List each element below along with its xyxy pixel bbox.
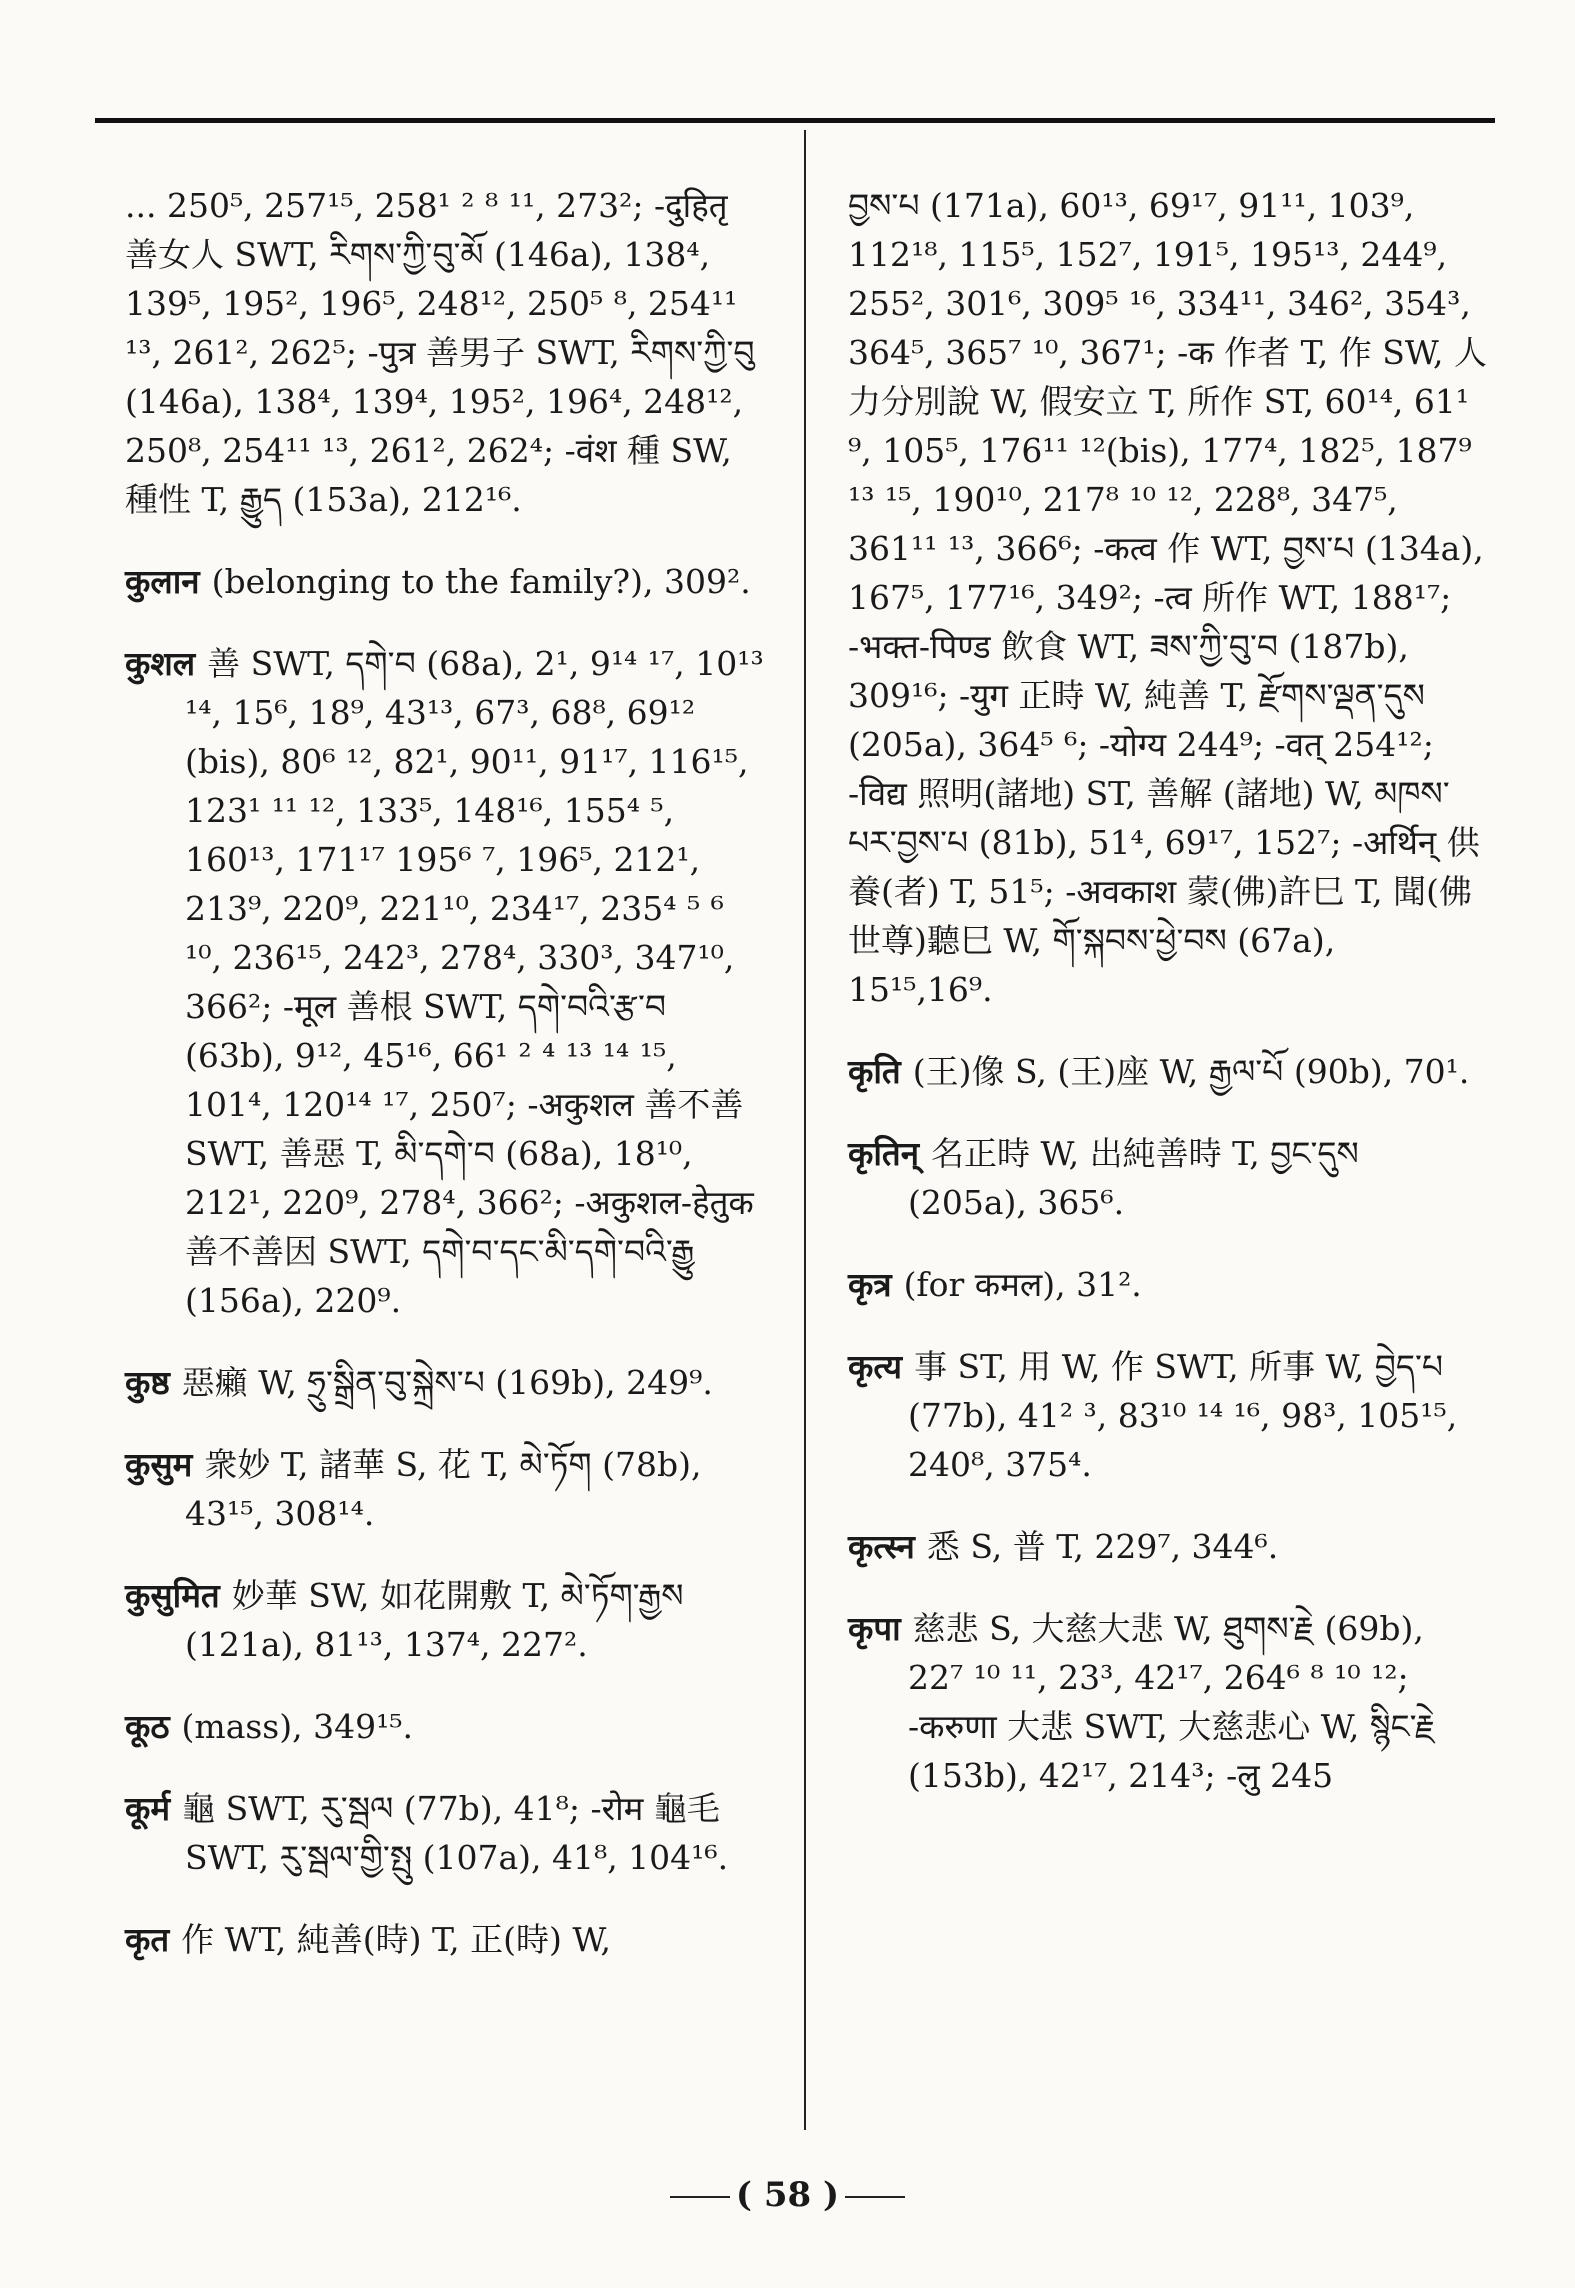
headword: कृपा [848,1609,901,1648]
entry-text: (for कमल), 31². [903,1265,1142,1304]
page-footer [0,2175,1575,2215]
page-number: 58 [763,2175,812,2215]
footer-close-paren: ) [823,2175,840,2215]
entry-text: 作 WT, 純善(時) T, 正(時) W, [181,1920,611,1959]
dictionary-entry [848,1342,1488,1489]
right-column [848,148,1488,1816]
entry-text: 善 SWT, དགེ་བ (68a), 2¹, 9¹⁴ ¹⁷, 10¹³ ¹⁴, 15⁶, 18⁹, 43¹³, 67³, 68⁸, 69¹² (bis), 80⁶ ¹², 82¹, 90¹¹, 91¹⁷, 116¹⁵, 123¹ ¹¹ ¹², 133⁵, 148¹⁶, 155⁴ ⁵, 160¹³, 171¹⁷ 195⁶ ⁷, 196⁵, 212¹, 213⁹, 220⁹, 221¹⁰, 234¹⁷, 235⁴ ⁵ ⁶ ¹⁰, 236¹⁵, 242³, 278⁴, 330³, 347¹⁰, 366²; -मूल 善根 SWT, དགེ་བའི་རྩ་བ (63b), 9¹², 45¹⁶, 66¹ ² ⁴ ¹³ ¹⁴ ¹⁵, 101⁴, 120¹⁴ ¹⁷, 250⁷; -अकुशल 善不善 SWT, 善惡 T, མི་དགེ་བ (68a), 18¹⁰, 212¹, 220⁹, 278⁴, 366²; -अकुशल-हेतुक 善不善因 SWT, དགེ་བ་དང་མི་དགེ་བའི་རྒྱུ (156a), 220⁹. [185,644,764,1320]
entry-text: 事 ST, 用 W, 作 SWT, 所事 W, བྱེད་པ (77b), 41² ³, 83¹⁰ ¹⁴ ¹⁶, 98³, 105¹⁵, 240⁸, 375⁴. [908,1347,1458,1484]
dictionary-entry [125,1358,770,1407]
dictionary-entry [125,1440,770,1538]
headword: कृत [125,1920,170,1959]
headword: कृति [848,1052,901,1091]
dictionary-entry [125,1702,770,1751]
entry-text: 妙華 SW, 如花開敷 T, མེ་ཏོག་རྒྱས (121a), 81¹³, 137⁴, 227². [185,1576,684,1664]
headword: कूठ [125,1707,170,1746]
entry-text: 悉 S, 普 T, 229⁷, 344⁶. [926,1527,1279,1566]
headword: कृत्स्न [848,1527,915,1566]
top-rule [95,118,1495,123]
dictionary-entry [125,1915,770,1964]
headword: कुलान [125,562,200,601]
dictionary-entry [125,1571,770,1669]
dictionary-entry [848,1047,1488,1096]
dictionary-entry [125,1784,770,1882]
entry-text: (mass), 349¹⁵. [181,1707,414,1746]
footer-dash-left [670,2196,730,2198]
entry-text: བྱས་པ (171a), 60¹³, 69¹⁷, 91¹¹, 103⁹, 112¹⁸, 115⁵, 152⁷, 191⁵, 195¹³, 244⁹, 255², 301⁶, 309⁵ ¹⁶, 334¹¹, 346², 354³, 364⁵, 365⁷ ¹⁰, 367¹; -क 作者 T, 作 SW, 人力分別說 W, 假安立 T, 所作 ST, 60¹⁴, 61¹ ⁹, 105⁵, 176¹¹ ¹²(bis), 177⁴, 182⁵, 187⁹ ¹³ ¹⁵, 190¹⁰, 217⁸ ¹⁰ ¹², 228⁸, 347⁵, 361¹¹ ¹³, 366⁶; -कत्व 作 WT, བྱས་པ (134a), 167⁵, 177¹⁶, 349²; -त्व 所作 WT, 188¹⁷; -भक्त-पिण्ड 飲食 WT, ཟས་ཀྱི་བུ་བ (187b), 309¹⁶; -युग 正時 W, 純善 T, རྫོགས་ལྡན་དུས (205a), 364⁵ ⁶; -योग्य 244⁹; -वत् 254¹²; -विद्य 照明(諸地) ST, 善解 (諸地) W, མཁས་པར་བྱས་པ (81b), 51⁴, 69¹⁷, 152⁷; -अर्थिन् 供養(者) T, 51⁵; -अवकाश 蒙(佛)許巳 T, 聞(佛世尊)聽巳 W, གོ་སྐབས་ཕྱེ་བས (67a), 15¹⁵,16⁹. [848,186,1488,1009]
headword: कृत्य [848,1347,903,1386]
dictionary-entry [848,1260,1488,1309]
entry-text: (belonging to the family?), 309². [211,562,751,601]
dictionary-entry [848,1129,1488,1227]
headword: कुशल [125,644,196,683]
entry-text: ... 250⁵, 257¹⁵, 258¹ ² ⁸ ¹¹, 273²; -दुहितृ 善女人 SWT, རིགས་ཀྱི་བུ་མོ (146a), 138⁴, 139⁵, 195², 196⁵, 248¹², 250⁵ ⁸, 254¹¹ ¹³, 261², 262⁵; -पुत्र 善男子 SWT, རིགས་ཀྱི་བུ (146a), 138⁴, 139⁴, 195², 196⁴, 248¹², 250⁸, 254¹¹ ¹³, 261², 262⁴; -वंश 種 SW, 種性 T, རྒྱུད (153a), 212¹⁶. [125,186,755,519]
dictionary-entry [125,181,770,524]
headword: कूर्म [125,1789,171,1828]
dictionary-entry [125,557,770,606]
dictionary-entry [125,639,770,1325]
entry-text: 衆妙 T, 諸華 S, 花 T, མེ་ཏོག (78b), 43¹⁵, 308¹⁴. [185,1445,702,1533]
dictionary-entry [848,181,1488,1014]
dictionary-entry [848,1604,1488,1800]
headword: कुष्ठ [125,1363,170,1402]
headword: कृत्र [848,1265,892,1304]
dictionary-entry [848,1522,1488,1571]
entry-text: (王)像 S, (王)座 W, རྒྱལ་པོ (90b), 70¹. [912,1052,1470,1091]
entry-text: 龜 SWT, རུ་སྦལ (77b), 41⁸; -रोम 龜毛 SWT, རུ་སྦལ་གྱི་སྤུ (107a), 41⁸, 104¹⁶. [182,1789,729,1877]
headword: कुसुमित [125,1576,220,1615]
entry-text: 惡癩 W, ཧྲུ་སྒྲིན་བུ་སྐྲེས་པ (169b), 249⁹. [181,1363,713,1402]
headword: कृतिन् [848,1134,920,1173]
headword: कुसुम [125,1445,193,1484]
footer-dash-right [845,2196,905,2198]
entry-text: 名正時 W, 出純善時 T, བྱང་དུས (205a), 365⁶. [908,1134,1359,1222]
column-divider [804,130,806,2130]
entry-text: 慈悲 S, 大慈大悲 W, ཐུགས་རྗེ (69b), 22⁷ ¹⁰ ¹¹, 23³, 42¹⁷, 264⁶ ⁸ ¹⁰ ¹²; -करुणा 大悲 SWT, 大慈悲心 W, སྙིང་རྗེ (153b), 42¹⁷, 214³; -लु 245 [908,1609,1435,1795]
footer-open-paren: ( [735,2175,752,2215]
left-column [125,148,770,1980]
